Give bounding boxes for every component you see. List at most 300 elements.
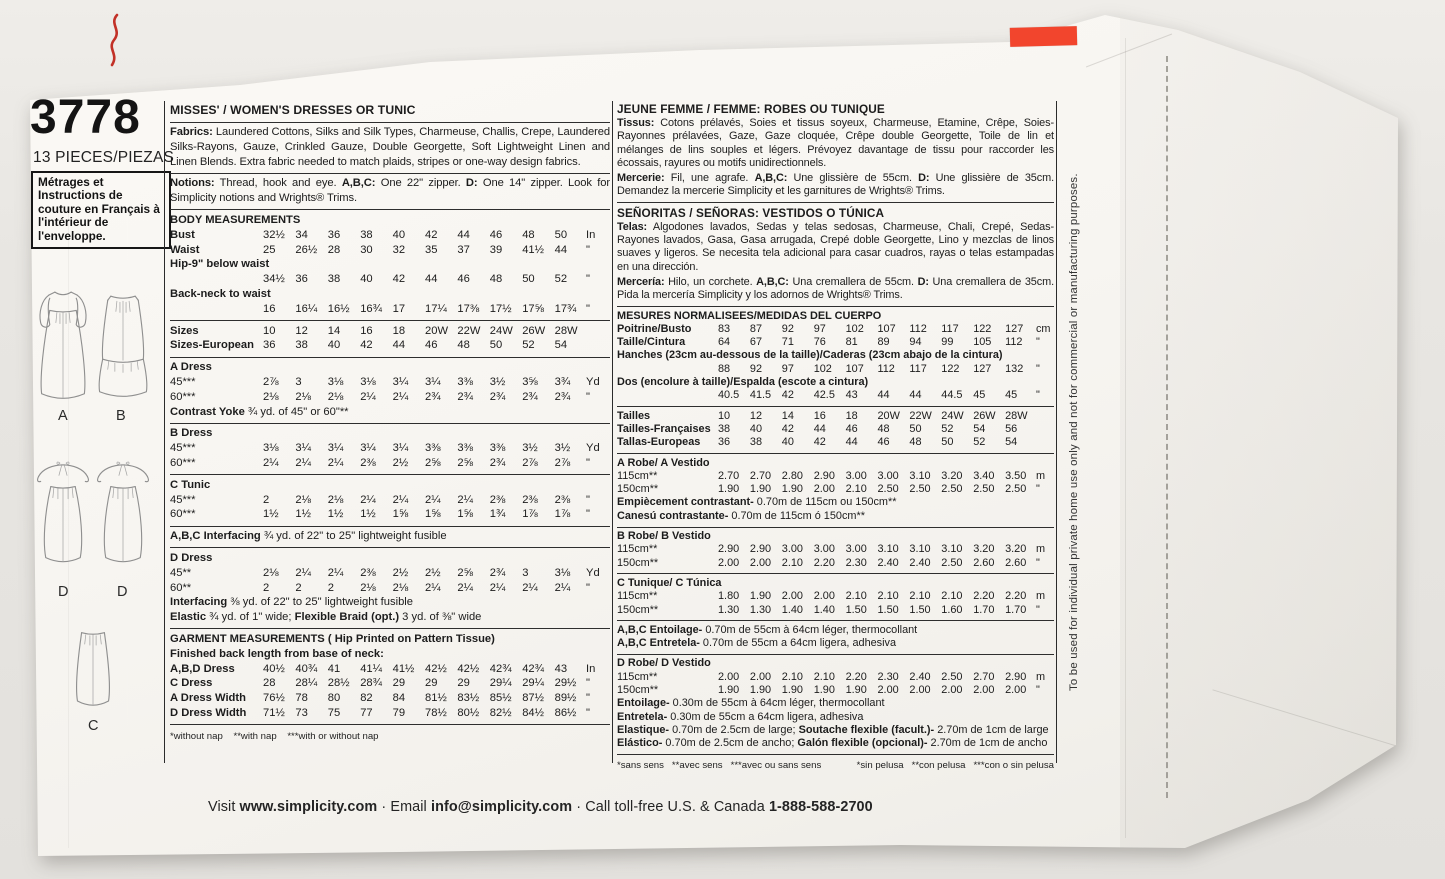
pattern-number: 3778	[30, 91, 141, 144]
row-label: 150cm**	[617, 603, 659, 616]
view-label-d2: D	[117, 584, 128, 600]
footer-call-text: Call toll-free U.S. & Canada	[585, 799, 769, 815]
table-row	[617, 336, 1054, 349]
value-cell: 2.20	[973, 590, 995, 603]
red-pen-mark	[102, 11, 130, 69]
view-label-d1: D	[58, 584, 69, 600]
value-cell: 41.5	[749, 389, 772, 402]
value-cell: 3.20	[973, 543, 995, 556]
row-label: 45***	[170, 375, 196, 388]
phone-number: 1-888-588-2700	[768, 799, 873, 815]
value-cell: 3¼	[392, 442, 409, 455]
value-cell: 44	[813, 422, 826, 435]
value-cell: 50	[941, 436, 954, 449]
value-cell: 22W	[909, 409, 932, 422]
footnote-left: *sans sens **avec sens ***avec ou sans sens	[617, 760, 822, 772]
section-title: SEÑORITAS / SEÑORAS: VESTIDOS O TÚNICA	[617, 205, 885, 220]
value-cell: 46	[845, 422, 858, 435]
row-label: 45***	[170, 493, 196, 506]
value-cell: 40.5	[718, 389, 740, 402]
value-cell: 2⅞	[554, 456, 571, 469]
value-cell: 34½	[263, 273, 285, 286]
unit-cell	[1036, 410, 1054, 423]
text-segment: Entretela-	[617, 710, 668, 723]
value-cell: 92	[749, 362, 763, 375]
unit-cell: "	[1035, 556, 1040, 569]
value-cell: 1.70	[973, 603, 995, 616]
row-label: 115cm**	[617, 543, 658, 556]
table-section-head: C Tunique/ C Túnica	[617, 576, 722, 589]
value-cell: 1.30	[749, 603, 772, 616]
value-cell: 28	[327, 243, 341, 256]
row-label: 115cm**	[617, 590, 658, 603]
value-cell: 2	[327, 581, 335, 594]
value-cell: 38	[749, 436, 763, 449]
footer-separator: ·	[572, 799, 586, 815]
value-cell: 42	[781, 422, 794, 435]
row-label: A,B,D Dress	[170, 662, 235, 675]
value-cell: 94	[909, 336, 922, 349]
divider-rule	[617, 202, 1054, 203]
value-cell: 44	[554, 243, 568, 256]
unit-cell: "	[1035, 336, 1040, 349]
text-segment: A,B,C Entretela-	[617, 637, 700, 650]
text-segment: 0.70m de 115cm ó 150cm**	[728, 509, 865, 522]
text-segment: 0.70m de 55cm à 64cm léger, thermocollant	[702, 623, 918, 636]
value-cell: 28¾	[360, 677, 382, 690]
value-cell: 14	[781, 409, 794, 422]
value-cell: 2.50	[941, 670, 963, 683]
unit-cell: In	[586, 228, 596, 241]
unit-cell: "	[1035, 362, 1040, 375]
table-row	[617, 323, 1054, 336]
value-cell: 38	[295, 339, 308, 352]
text-segment: Mercería:	[617, 275, 665, 288]
value-cell: 34	[295, 228, 308, 241]
value-cell: 39	[489, 243, 503, 256]
value-cell: 54	[973, 422, 986, 435]
text-segment: Finished back length from base of neck:	[170, 647, 384, 660]
row-label: 115cm**	[617, 469, 658, 482]
table-section-head: D Robe/ D Vestido	[617, 657, 711, 670]
value-cell: 102	[813, 362, 832, 375]
value-cell: 2⅛	[263, 390, 279, 403]
value-cell: 46	[877, 436, 890, 449]
unit-cell: Yd	[586, 375, 600, 388]
value-cell: 97	[781, 362, 794, 375]
unit-cell: m	[1035, 590, 1046, 603]
table-row	[170, 228, 610, 243]
table-row	[617, 590, 1054, 603]
text-segment: 0.70m de 115cm ou 150cm**	[753, 496, 897, 509]
value-cell: 2⅛	[360, 581, 376, 594]
text-segment: Mercerie:	[617, 172, 665, 185]
value-cell: 3½	[554, 442, 571, 455]
value-cell: 3¾	[554, 375, 571, 388]
table-row	[617, 363, 1054, 376]
unit-cell: "	[1035, 483, 1040, 496]
value-cell: 46	[489, 228, 503, 241]
divider-rule	[170, 474, 610, 475]
value-cell: 2.20	[813, 556, 835, 569]
paragraph	[617, 172, 1054, 199]
table-note	[170, 287, 610, 302]
value-cell: 29	[425, 677, 438, 690]
value-cell: 3¼	[327, 442, 344, 455]
value-cell: 40	[749, 422, 763, 435]
value-cell: 77	[360, 706, 373, 719]
value-cell: 2.40	[909, 670, 931, 683]
text-segment: Algodones lavados, Sedas y telas sedosas, Charmeuse, Chali, Crepé, Sedas-Rayones lavados, Gasa, Gasa arrugada, Crepé doble Georgette, Lino y mezclas de linos suaves y ligeros. Se necesita tela adicional para casar cuadros, rayas o telas estampadas en una dirección.	[617, 220, 1054, 273]
view-label-c: C	[88, 718, 99, 734]
footer-separator: ·	[377, 799, 391, 815]
divider-rule	[170, 526, 610, 527]
value-cell: 117	[941, 322, 959, 335]
value-cell: 48	[457, 339, 470, 352]
value-cell: 17¾	[554, 302, 577, 315]
value-cell: 29	[457, 677, 470, 690]
value-cell: 2.70	[749, 469, 772, 482]
value-cell: 2⅜	[360, 456, 376, 469]
value-cell: 12	[295, 324, 308, 337]
value-cell: 42.5	[813, 389, 835, 402]
table-note	[170, 647, 610, 662]
value-cell: 3.20	[941, 469, 963, 482]
table-row	[617, 389, 1054, 402]
value-cell: 42¾	[522, 662, 544, 675]
row-label: Tailles	[617, 409, 651, 422]
text-segment: D:	[465, 177, 478, 190]
view-label-a: A	[58, 408, 69, 424]
email-address: info@simplicity.com	[430, 799, 573, 815]
unit-cell: "	[586, 302, 590, 315]
value-cell: 3¼	[392, 375, 409, 388]
value-cell: 1⅞	[522, 508, 538, 521]
value-cell: 28W	[1005, 409, 1028, 422]
value-cell: 1⅝	[392, 508, 409, 521]
table-note	[617, 376, 1054, 389]
table-footnote	[170, 728, 610, 745]
value-cell: 2¾	[522, 390, 538, 403]
value-cell: 2.00	[813, 590, 835, 603]
text-segment: Empiècement contrastant-	[617, 496, 754, 509]
table-row	[170, 243, 610, 258]
value-cell: 1½	[327, 508, 344, 521]
text-segment: Soutache flexible (facult.)-	[798, 723, 935, 736]
table-row	[170, 566, 610, 581]
value-cell: 3¼	[360, 442, 376, 455]
unit-cell: "	[586, 692, 590, 705]
table-row	[170, 456, 610, 471]
value-cell: 86½	[554, 706, 577, 719]
value-cell: 44	[457, 228, 470, 241]
french-spanish-column	[617, 102, 1054, 773]
value-cell: 44	[877, 389, 890, 402]
value-cell: 3.40	[973, 469, 995, 482]
row-label: Waist	[170, 243, 200, 256]
value-cell: 2¼	[360, 390, 376, 403]
value-cell: 2¾	[425, 390, 441, 403]
value-cell: 46	[425, 339, 438, 352]
value-cell: 92	[781, 322, 794, 335]
value-cell: 2⅜	[360, 566, 376, 579]
value-cell: 2¾	[489, 456, 506, 469]
text-segment: 0.70m de 2.5cm de ancho;	[662, 737, 798, 750]
value-cell: 3⅜	[457, 375, 473, 388]
value-cell: 2	[263, 581, 270, 594]
value-cell: 2¼	[522, 581, 538, 594]
value-cell: 2⅛	[295, 390, 311, 403]
row-label: Sizes-European	[170, 339, 254, 352]
table-row	[170, 390, 610, 405]
unit-cell: "	[586, 706, 590, 719]
pieces-count: 13 PIECES/PIEZAS	[33, 149, 175, 166]
text-segment: Contrast Yoke	[170, 405, 245, 418]
table-row	[170, 581, 610, 596]
value-cell: 84	[392, 692, 406, 705]
paragraph	[170, 176, 610, 206]
value-cell: 24W	[489, 324, 513, 337]
value-cell: 20W	[425, 324, 449, 337]
value-cell: 1⅞	[554, 508, 571, 521]
value-cell: 54	[1005, 436, 1018, 449]
value-cell: 44.5	[941, 389, 963, 402]
value-cell: 79	[392, 706, 406, 719]
value-cell: 50	[522, 273, 535, 286]
value-cell: 32	[392, 243, 406, 256]
table-row	[617, 543, 1054, 556]
value-cell: 41½	[392, 662, 415, 675]
value-cell: 10	[718, 409, 731, 422]
table-row	[170, 676, 610, 691]
table-row	[617, 557, 1054, 570]
value-cell: 2⅞	[522, 456, 538, 469]
value-cell: 29¼	[489, 677, 512, 690]
table-row	[170, 375, 610, 390]
divider-rule	[170, 423, 610, 424]
value-cell: 78	[295, 692, 308, 705]
unit-cell: "	[586, 508, 590, 521]
value-cell: 1½	[263, 508, 279, 521]
table-row	[170, 691, 610, 706]
text-segment: A,B,C Interfacing	[170, 530, 261, 543]
text-segment: Una cremallera de 55cm.	[788, 275, 918, 288]
text-segment: Entoilage-	[617, 697, 670, 710]
table-note	[170, 595, 610, 610]
divider-rule	[170, 357, 610, 358]
value-cell: 2.70	[718, 469, 740, 482]
value-cell: 44	[425, 273, 438, 286]
value-cell: 36	[263, 339, 276, 352]
text-segment: Elastic	[170, 611, 207, 624]
unit-cell: "	[586, 493, 590, 506]
value-cell: 38	[327, 273, 341, 286]
value-cell: 43	[845, 389, 858, 402]
row-label: D Dress Width	[170, 706, 247, 719]
value-cell: 84½	[522, 706, 544, 719]
value-cell: 24W	[941, 409, 964, 422]
value-cell: 1.90	[813, 683, 835, 696]
value-cell: 2¼	[327, 456, 344, 469]
value-cell: 22W	[457, 324, 481, 337]
value-cell: 28½	[327, 677, 350, 690]
text-segment: Elastique-	[617, 723, 670, 736]
value-cell: 2¼	[392, 493, 409, 506]
value-cell: 3⅜	[489, 442, 506, 455]
table-note	[617, 711, 1054, 724]
value-cell: 2.10	[877, 590, 899, 603]
value-cell: 38	[360, 228, 373, 241]
value-cell: 89½	[554, 692, 577, 705]
table-row	[617, 423, 1054, 436]
value-cell: 37	[457, 243, 470, 256]
value-cell: 3.20	[1005, 543, 1027, 556]
row-label: 45**	[170, 566, 192, 579]
row-label: Tailles-Françaises	[617, 422, 711, 435]
value-cell: 42	[813, 436, 826, 449]
table-row	[617, 604, 1054, 617]
table-section-head: B Dress	[170, 427, 213, 440]
value-cell: 89	[877, 336, 890, 349]
table-note	[617, 724, 1054, 737]
text-segment: Fabrics:	[170, 126, 213, 138]
text-segment: Flexible Braid (opt.)	[294, 611, 400, 624]
table-note	[170, 405, 610, 420]
unit-cell: m	[1035, 543, 1046, 556]
table-note	[617, 510, 1054, 523]
value-cell: 44	[392, 339, 406, 352]
text-segment: Tissus:	[617, 117, 655, 129]
text-segment: Dos (encolure à taille)/Espalda (escote a cintura)	[617, 376, 869, 389]
value-cell: 28	[263, 677, 276, 690]
value-cell: 36	[718, 436, 731, 449]
value-cell: 2.00	[813, 483, 835, 496]
value-cell: 99	[941, 336, 954, 349]
value-cell: 2¼	[327, 566, 344, 579]
unit-cell: m	[1035, 670, 1046, 683]
table-row	[617, 436, 1054, 449]
table-note	[617, 637, 1054, 650]
table-note	[170, 257, 610, 272]
table-row	[170, 706, 610, 721]
unit-cell: "	[1035, 603, 1040, 616]
unit-cell: "	[586, 581, 590, 594]
value-cell: 2.10	[941, 590, 963, 603]
value-cell: 16½	[327, 302, 350, 315]
value-cell: 2.50	[909, 483, 931, 496]
value-cell: 3½	[522, 442, 538, 455]
value-cell: 3.00	[845, 543, 867, 556]
value-cell: 64	[718, 336, 731, 349]
value-cell: 3⅝	[522, 375, 538, 388]
value-cell: 54	[554, 339, 568, 352]
value-cell: 2.00	[718, 670, 740, 683]
value-cell: 42	[425, 228, 438, 241]
text-segment: Galón flexible (opcional)-	[797, 737, 928, 750]
value-cell: 1.40	[781, 603, 803, 616]
value-cell: 2¼	[425, 493, 441, 506]
row-label: Tallas-Europeas	[617, 436, 701, 449]
row-label	[170, 272, 262, 287]
value-cell: 42¾	[489, 662, 512, 675]
value-cell: 17½	[489, 302, 512, 315]
value-cell: 3¼	[295, 442, 311, 455]
value-cell: 2⅜	[554, 493, 571, 506]
value-cell: 2¾	[457, 390, 473, 403]
value-cell: 26W	[973, 409, 996, 422]
unit-cell: "	[1035, 389, 1040, 402]
value-cell: 2.60	[1005, 556, 1027, 569]
value-cell: 18	[845, 409, 858, 422]
value-cell: 2¾	[489, 390, 506, 403]
table-row	[170, 302, 610, 317]
value-cell: 71½	[263, 706, 285, 719]
value-cell: 80	[327, 692, 341, 705]
value-cell: 52	[554, 273, 568, 286]
value-cell: 29	[392, 677, 406, 690]
value-cell: 127	[1005, 322, 1024, 335]
value-cell: 16	[263, 302, 276, 315]
value-cell: 40½	[263, 662, 285, 675]
text-segment: 2.70m de 1cm de large	[934, 723, 1049, 736]
unit-cell	[1036, 436, 1054, 449]
value-cell: 88	[718, 362, 731, 375]
value-cell: 102	[845, 322, 864, 335]
text-segment: Interfacing	[170, 596, 228, 609]
view-c-drawing	[64, 626, 122, 716]
text-segment: Thread, hook and eye.	[214, 177, 342, 190]
view-a-drawing	[34, 286, 92, 406]
value-cell: 112	[909, 322, 927, 335]
value-cell: 3.00	[781, 543, 803, 556]
text-segment: Cotons prélavés, Soies et tissus soyeux, Charmeuse, Etamine, Crêpe, Soies-Rayonnes prélavées, Gaze, Gaze cloquée, Crêpe double Georgette, Toile de lin et mélanges de lins souples et légers. Prévoyez davantage de tissu pour raccorder les écossais, rayures ou motifs unidirectionnels.	[617, 117, 1054, 169]
value-cell: 2.10	[845, 483, 867, 496]
table-row	[617, 671, 1054, 684]
value-cell: 1.60	[941, 603, 963, 616]
text-segment: Une glissière de 35cm. Demandez la mercerie Simplicity et les garnitures de Wrights® Trims.	[617, 172, 1054, 198]
value-cell: 50	[489, 339, 503, 352]
value-cell: 17⅜	[457, 302, 480, 315]
value-cell: 2.50	[941, 556, 963, 569]
value-cell: 3.10	[877, 543, 899, 556]
value-cell: 2¼	[295, 456, 311, 469]
value-cell: 36	[327, 228, 341, 241]
divider-rule	[617, 620, 1054, 621]
divider-rule	[170, 122, 610, 123]
value-cell: 42	[781, 389, 794, 402]
value-cell: 2⅛	[392, 581, 409, 594]
unit-cell: "	[1035, 683, 1040, 696]
english-column	[170, 102, 610, 744]
value-cell: 45	[1005, 389, 1018, 402]
text-segment: 2.70m de 1cm de ancho	[927, 737, 1048, 750]
unit-cell: Yd	[586, 566, 600, 579]
value-cell: 2	[263, 493, 270, 506]
column-divider	[612, 101, 613, 763]
value-cell: 1⅝	[457, 508, 473, 521]
unit-cell	[1036, 423, 1054, 436]
value-cell: 2½	[392, 456, 409, 469]
paragraph	[617, 276, 1054, 303]
table-note	[617, 624, 1054, 637]
footnote-left: *without nap **with nap ***with or without nap	[170, 730, 379, 742]
value-cell: 2¼	[425, 581, 441, 594]
value-cell: 2⅛	[327, 390, 344, 403]
row-label: 150cm**	[617, 556, 659, 569]
value-cell: 2¼	[360, 493, 376, 506]
unit-cell	[586, 324, 610, 339]
text-segment: Notions:	[170, 177, 215, 190]
